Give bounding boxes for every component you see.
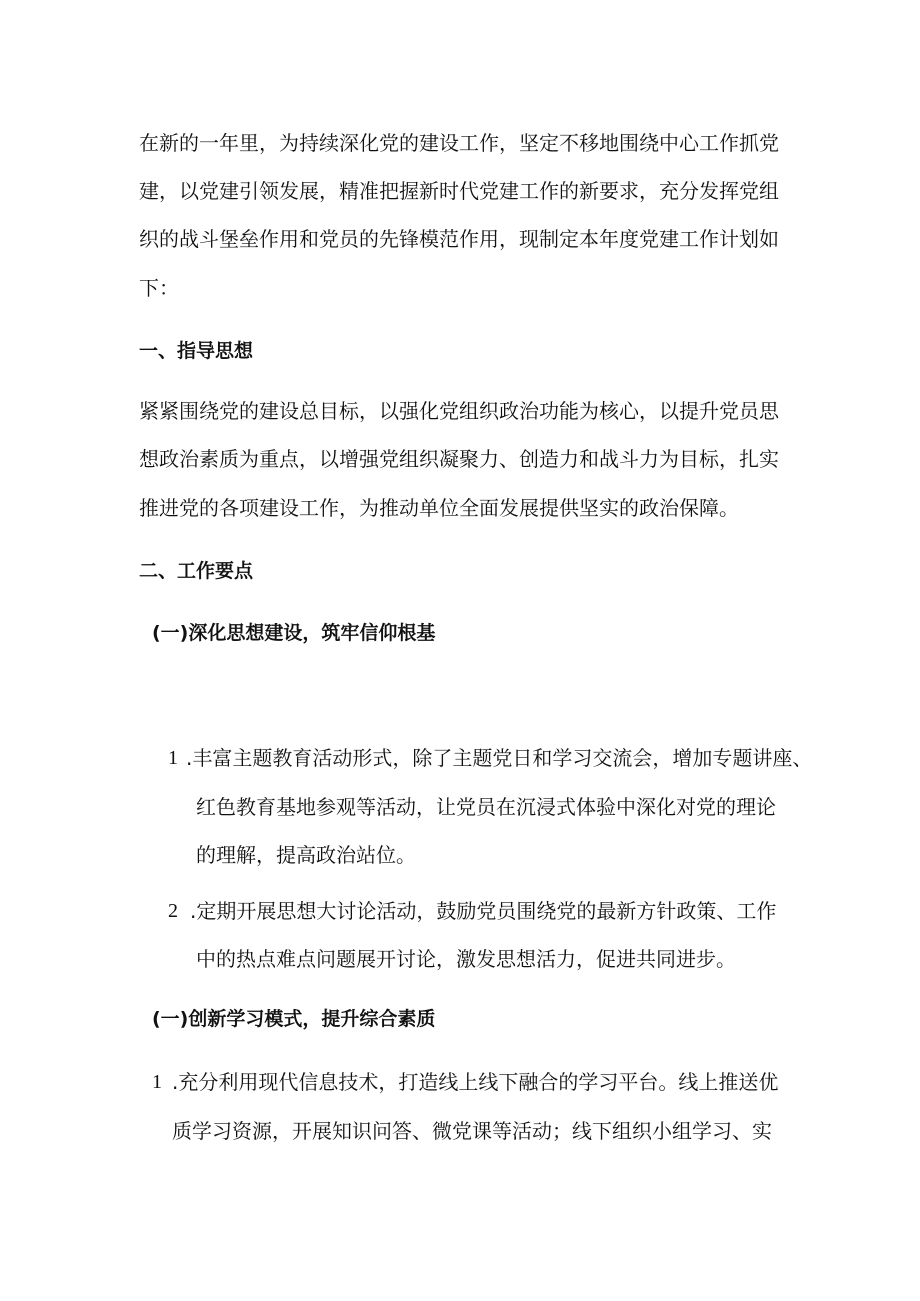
sub2-item-1-line-1: .充分利用现代信息技术，打造线上线下融合的学习平台。线上推送优 [172,1070,779,1094]
intro-line-1: 在新的一年里，为持续深化党的建设工作，坚定不移地围绕中心工作抓党 [139,131,779,155]
section1-line-3: 推进党的各项建设工作，为推动单位全面发展提供坚实的政治保障。 [139,496,739,520]
section2-heading: 二、工作要点 [139,560,254,582]
sub2-heading: (一)创新学习模式，提升综合素质 [152,1008,436,1030]
section1-line-1: 紧紧围绕党的建设总目标，以强化党组织政治功能为核心，以提升党员思 [139,399,779,423]
intro-line-4: 下： [139,276,179,300]
sub1-item-2-line-2: 中的热点难点问题展开讨论，激发思想活力，促进共同进步。 [196,947,736,971]
sub1-item-1-line-2: 红色教育基地参观等活动，让党员在沉浸式体验中深化对党的理论 [196,795,776,819]
sub1-item-1-number: 1 [168,747,178,769]
sub2-item-1-number: 1 [152,1071,162,1093]
section1-heading: 一、指导思想 [139,340,254,362]
intro-line-2: 建，以党建引领发展，精准把握新时代党建工作的新要求，充分发挥党组 [139,179,779,203]
sub1-item-2-number: 2 [168,900,178,922]
sub2-item-1-line-2: 质学习资源，开展知识问答、微党课等活动；线下组织小组学习、实 [172,1119,772,1143]
intro-line-3: 织的战斗堡垒作用和党员的先锋模范作用，现制定本年度党建工作计划如 [139,227,779,251]
sub1-item-1-line-3: 的理解，提高政治站位。 [196,843,416,867]
sub1-item-1-line-1: .丰富主题教育活动形式，除了主题党日和学习交流会，增加专题讲座、 [186,746,813,770]
sub1-item-2-line-1: .定期开展思想大讨论活动，鼓励党员围绕党的最新方针政策、工作 [190,899,777,923]
section1-line-2: 想政治素质为重点，以增强党组织凝聚力、创造力和战斗力为目标，扎实 [139,447,779,471]
sub1-heading: (一)深化思想建设，筑牢信仰根基 [152,622,436,644]
